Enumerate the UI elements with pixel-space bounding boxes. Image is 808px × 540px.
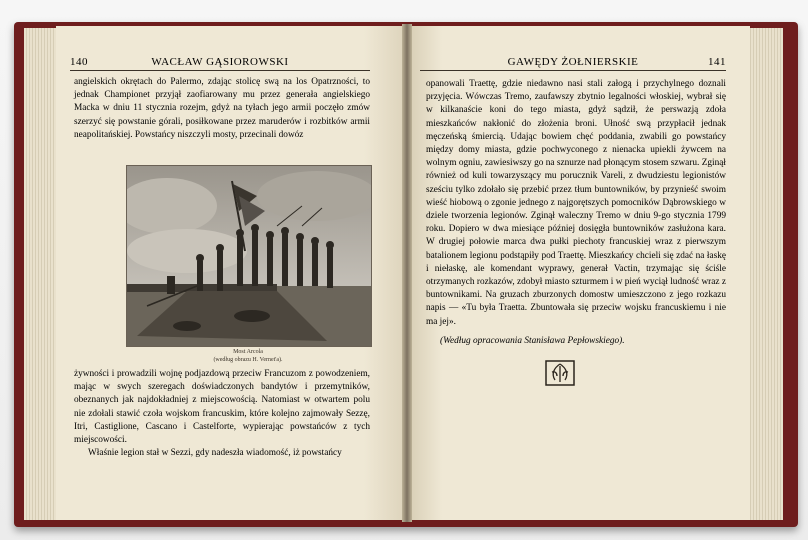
engraving-image: [127, 166, 371, 346]
right-attribution: (Według opracowania Stanisława Pepłowskiego).: [440, 335, 625, 346]
page-stack-right: [745, 28, 783, 520]
left-text-top: [74, 76, 370, 142]
left-paragraph-top: angielskich okrętach do Palermo, zdając stolicę swą na los Opatrzności, to jednak Championet przyjął zaofiarowany mu przez generała angielskiego Macka w dniu 11 stycznia rozejm, gdyż na tyłach jego armii poczęło zmów szerzyć się powstanie górali, posiłkowane przez maruderów i rozbitków armii neapolitańskiej. Powstańcy niszczyli mosty, przecinali dowóz: [74, 77, 370, 140]
battle-illustration: [126, 165, 372, 347]
right-paragraph-1: opanowali Traettę, gdzie niedawno nasi stali załogą i przychylnego doznali przyjęcia. Wówczas Tremo, zaufawszy zbytnio legalności włoskiej, wybrał się w kilkanaście koni do tego miasta, gdyż sądził, że perswazją zdoła mieszkańców nakłonić do złożenia broni. Ułność swą przypłacił jednak męczeńską śmiercią. Udając bowiem chęć poddania, zwabili go powstańcy między domy miasta, gdzie pochwyconego z nienacka upiekli żywcem na wolnym ogniu, zawiesiwszy go na sznurze nad płonącym stosem szwaru. Zginął również od kuli towarzyszący mu porucznik Vareli, z dwudziestu legionistów sześciu tylko zdołało się przebić przez tłum buntowników, by przynieść swoim wieść hiobową o zgonie jednego z najgorętszych pomocników Dąbrowskiego w dziele tworzenia legionów. Zginął waleczny Tremo w dniu 9-go stycznia 1799 roku. Dopiero w dwa miesiące później dosięgła buntowników zasłużona kara. W drugiej połowie marca dwa pułki piechoty francuskiej wraz z pierwszym batalionem legionu podstąpiły pod Traettę. Mieszkańcy chcieli się zdać na łaskę i niełaskę, ale komendant wyprawy, generał Vactin, trzymając się ściśle otrzymanych rozkazów, zdobył miasto szturmem i w pień wyciął ludność wraz z buntownikami. Na gruzach zburzonych domostw umieszczono z jego rozkazu napis — «Tu była Traetta. Zbuntowała się przeciw wojsku francuskiemu i nie ma jej».: [426, 79, 726, 327]
book-gutter: [402, 24, 412, 522]
right-page-number: 141: [708, 56, 726, 68]
decorative-ornament-icon: [545, 360, 575, 386]
right-text: [426, 78, 726, 348]
left-page-header: [70, 52, 370, 71]
right-page-header: [420, 52, 726, 71]
illustration-caption: Most Arcola (według obrazu H. Vernet'a).: [213, 349, 283, 363]
left-page-number: 140: [70, 56, 88, 68]
left-running-title: WACŁAW GĄSIOROWSKI: [151, 56, 289, 68]
left-paragraph-bottom-1: żywności i prowadzili wojnę podjazdową przeciw Francuzom z powodzeniem, mając w swych szeregach doświadczonych bandytów i przemytników, obeznanych jak najdokładniej z miejscowością. Natomiast w otwartem polu nie zdołali stawić czoła wojskom francuskim, które kolejno zajmowały Sezzę, Itri, Castiglione, Cascano i Castelforte, wypierając powstańców z tych miejscowości.: [74, 369, 370, 446]
right-running-title: GAWĘDY ŻOŁNIERSKIE: [507, 56, 639, 68]
left-text-bottom: [74, 368, 370, 460]
left-paragraph-bottom-2: Właśnie legion stał w Sezzi, gdy nadeszła wiadomość, iż powstańcy: [88, 448, 342, 459]
